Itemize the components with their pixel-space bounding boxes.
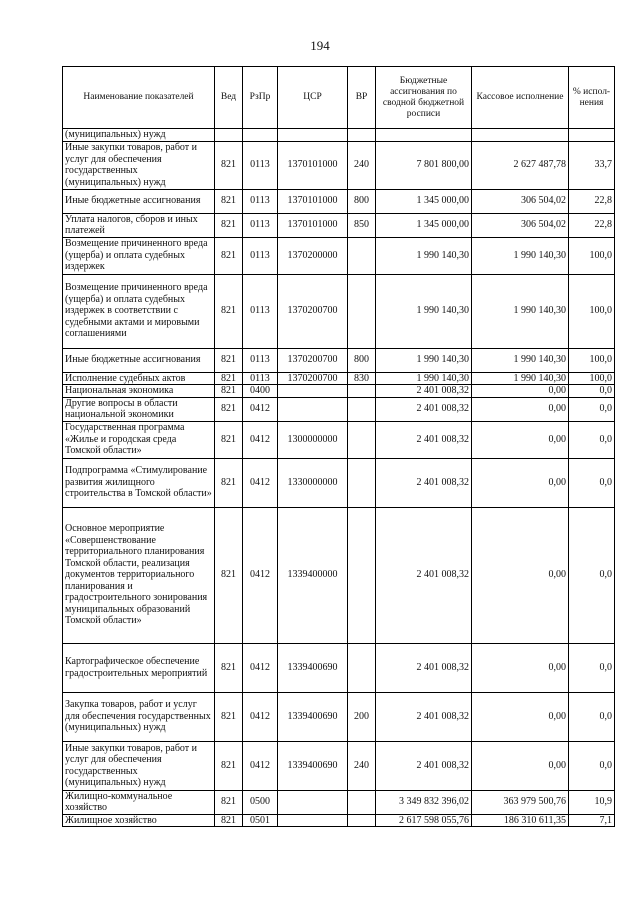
cell-csr: 1370200000 <box>278 237 348 274</box>
cell-cash <box>472 129 569 142</box>
cell-pct: 0,0 <box>569 643 615 692</box>
cell-cash: 2 627 487,78 <box>472 141 569 189</box>
cell-rzpr: 0412 <box>243 643 278 692</box>
table-row <box>63 237 615 274</box>
header-ved: Вед <box>215 67 243 129</box>
cell-name: Закупка товаров, работ и услуг для обеспечения государственных (муниципальных) нужд <box>63 692 215 741</box>
cell-pct: 0,0 <box>569 421 615 458</box>
cell-pct: 0,0 <box>569 507 615 643</box>
cell-vr <box>348 129 376 142</box>
cell-ved: 821 <box>215 189 243 213</box>
cell-assign <box>376 129 472 142</box>
cell-assign: 2 617 598 055,76 <box>376 814 472 827</box>
cell-vr: 800 <box>348 189 376 213</box>
cell-name: Возмещение причиненного вреда (ущерба) и оплата судебных издержек в соответствии с судебными актами и мировыми соглашениями <box>63 274 215 348</box>
page-number: 194 <box>310 38 330 53</box>
cell-name: Иные бюджетные ассигнования <box>63 348 215 372</box>
cell-assign: 2 401 008,32 <box>376 397 472 421</box>
header-csr: ЦСР <box>278 67 348 129</box>
cell-assign: 1 345 000,00 <box>376 213 472 237</box>
cell-vr: 830 <box>348 372 376 385</box>
cell-ved: 821 <box>215 372 243 385</box>
cell-csr: 1300000000 <box>278 421 348 458</box>
cell-vr <box>348 507 376 643</box>
cell-ved: 821 <box>215 790 243 814</box>
table-row <box>63 507 615 643</box>
cell-pct: 33,7 <box>569 141 615 189</box>
cell-name: Исполнение судебных актов <box>63 372 215 385</box>
cell-rzpr: 0501 <box>243 814 278 827</box>
cell-pct: 22,8 <box>569 213 615 237</box>
cell-ved: 821 <box>215 274 243 348</box>
cell-csr <box>278 129 348 142</box>
cell-vr <box>348 274 376 348</box>
cell-cash: 0,00 <box>472 458 569 507</box>
cell-csr: 1370200700 <box>278 372 348 385</box>
cell-assign: 2 401 008,32 <box>376 507 472 643</box>
cell-assign: 2 401 008,32 <box>376 692 472 741</box>
cell-assign: 1 345 000,00 <box>376 189 472 213</box>
cell-pct: 100,0 <box>569 372 615 385</box>
cell-name: Уплата налогов, сборов и иных платежей <box>63 213 215 237</box>
cell-name: Возмещение причиненного вреда (ущерба) и оплата судебных издержек <box>63 237 215 274</box>
cell-csr: 1370200700 <box>278 348 348 372</box>
cell-rzpr: 0412 <box>243 421 278 458</box>
table-row <box>63 385 615 398</box>
cell-cash: 0,00 <box>472 397 569 421</box>
cell-cash: 0,00 <box>472 507 569 643</box>
cell-vr: 800 <box>348 348 376 372</box>
header-rzpr: РзПр <box>243 67 278 129</box>
cell-ved: 821 <box>215 385 243 398</box>
cell-ved: 821 <box>215 141 243 189</box>
cell-vr <box>348 421 376 458</box>
cell-cash: 306 504,02 <box>472 189 569 213</box>
cell-csr: 1370101000 <box>278 141 348 189</box>
cell-cash: 0,00 <box>472 385 569 398</box>
cell-ved <box>215 129 243 142</box>
cell-name: Жилищно-коммунальное хозяйство <box>63 790 215 814</box>
cell-cash: 1 990 140,30 <box>472 237 569 274</box>
cell-pct: 0,0 <box>569 385 615 398</box>
cell-name: Национальная экономика <box>63 385 215 398</box>
cell-csr: 1339400690 <box>278 692 348 741</box>
cell-vr <box>348 237 376 274</box>
table-row <box>63 141 615 189</box>
cell-ved: 821 <box>215 397 243 421</box>
cell-csr: 1339400690 <box>278 741 348 790</box>
cell-assign: 7 801 800,00 <box>376 141 472 189</box>
cell-ved: 821 <box>215 741 243 790</box>
table-row <box>63 189 615 213</box>
cell-csr: 1370101000 <box>278 189 348 213</box>
cell-rzpr: 0412 <box>243 692 278 741</box>
cell-ved: 821 <box>215 213 243 237</box>
cell-ved: 821 <box>215 348 243 372</box>
table-row <box>63 643 615 692</box>
cell-csr <box>278 790 348 814</box>
cell-assign: 2 401 008,32 <box>376 643 472 692</box>
table-row <box>63 741 615 790</box>
cell-name: Основное мероприятие «Совершенствование территориального планирования Томской области, реализация документов территориального планирования и градостроительного зонирования муниципальных образований Томской области» <box>63 507 215 643</box>
cell-rzpr: 0412 <box>243 458 278 507</box>
cell-name: (муниципальных) нужд <box>63 129 215 142</box>
table-row <box>63 397 615 421</box>
cell-ved: 821 <box>215 692 243 741</box>
cell-pct: 0,0 <box>569 692 615 741</box>
cell-vr <box>348 814 376 827</box>
cell-pct: 100,0 <box>569 237 615 274</box>
cell-name: Жилищное хозяйство <box>63 814 215 827</box>
table-row <box>63 790 615 814</box>
cell-name: Иные закупки товаров, работ и услуг для обеспечения государственных (муниципальных) нужд <box>63 741 215 790</box>
cell-csr: 1330000000 <box>278 458 348 507</box>
cell-rzpr: 0113 <box>243 372 278 385</box>
table-header-row <box>63 67 615 129</box>
cell-rzpr: 0113 <box>243 141 278 189</box>
cell-name: Иные бюджетные ассигнования <box>63 189 215 213</box>
cell-cash: 1 990 140,30 <box>472 372 569 385</box>
cell-assign: 1 990 140,30 <box>376 348 472 372</box>
cell-cash: 1 990 140,30 <box>472 274 569 348</box>
table-row <box>63 274 615 348</box>
header-vr: ВР <box>348 67 376 129</box>
budget-table <box>62 66 615 827</box>
cell-pct: 0,0 <box>569 741 615 790</box>
cell-rzpr <box>243 129 278 142</box>
cell-vr <box>348 643 376 692</box>
cell-rzpr: 0113 <box>243 189 278 213</box>
cell-cash: 1 990 140,30 <box>472 348 569 372</box>
cell-name: Подпрограмма «Стимулирование развития жилищного строительства в Томской области» <box>63 458 215 507</box>
cell-rzpr: 0500 <box>243 790 278 814</box>
cell-ved: 821 <box>215 507 243 643</box>
cell-ved: 821 <box>215 421 243 458</box>
cell-name: Государственная программа «Жилье и городская среда Томской области» <box>63 421 215 458</box>
cell-vr <box>348 790 376 814</box>
cell-cash: 0,00 <box>472 643 569 692</box>
table-row <box>63 372 615 385</box>
cell-ved: 821 <box>215 458 243 507</box>
cell-assign: 2 401 008,32 <box>376 458 472 507</box>
cell-name: Иные закупки товаров, работ и услуг для обеспечения государственных (муниципальных) нужд <box>63 141 215 189</box>
cell-vr: 200 <box>348 692 376 741</box>
cell-assign: 1 990 140,30 <box>376 372 472 385</box>
table-row <box>63 458 615 507</box>
cell-assign: 1 990 140,30 <box>376 274 472 348</box>
cell-cash: 0,00 <box>472 692 569 741</box>
cell-cash: 363 979 500,76 <box>472 790 569 814</box>
header-cash: Кассовое исполнение <box>472 67 569 129</box>
cell-vr: 240 <box>348 741 376 790</box>
cell-cash: 0,00 <box>472 421 569 458</box>
header-pct: % испол-нения <box>569 67 615 129</box>
cell-cash: 306 504,02 <box>472 213 569 237</box>
cell-rzpr: 0412 <box>243 741 278 790</box>
cell-pct: 100,0 <box>569 348 615 372</box>
cell-name: Другие вопросы в области национальной экономики <box>63 397 215 421</box>
header-assign: Бюджетные ассигнования по сводной бюджетной росписи <box>376 67 472 129</box>
table-row <box>63 814 615 827</box>
cell-vr <box>348 458 376 507</box>
cell-cash: 186 310 611,35 <box>472 814 569 827</box>
cell-pct: 100,0 <box>569 274 615 348</box>
table-row <box>63 348 615 372</box>
cell-pct: 22,8 <box>569 189 615 213</box>
cell-pct <box>569 129 615 142</box>
cell-csr <box>278 814 348 827</box>
cell-csr: 1339400690 <box>278 643 348 692</box>
cell-pct: 7,1 <box>569 814 615 827</box>
cell-vr <box>348 385 376 398</box>
cell-pct: 10,9 <box>569 790 615 814</box>
cell-ved: 821 <box>215 814 243 827</box>
cell-rzpr: 0113 <box>243 237 278 274</box>
cell-csr: 1370200700 <box>278 274 348 348</box>
cell-vr <box>348 397 376 421</box>
cell-rzpr: 0113 <box>243 348 278 372</box>
cell-assign: 2 401 008,32 <box>376 421 472 458</box>
cell-vr: 240 <box>348 141 376 189</box>
table-row <box>63 213 615 237</box>
cell-rzpr: 0113 <box>243 274 278 348</box>
cell-assign: 3 349 832 396,02 <box>376 790 472 814</box>
cell-assign: 2 401 008,32 <box>376 385 472 398</box>
cell-rzpr: 0412 <box>243 507 278 643</box>
cell-ved: 821 <box>215 237 243 274</box>
cell-csr: 1370101000 <box>278 213 348 237</box>
cell-csr <box>278 385 348 398</box>
cell-pct: 0,0 <box>569 397 615 421</box>
cell-pct: 0,0 <box>569 458 615 507</box>
table-row <box>63 692 615 741</box>
cell-rzpr: 0400 <box>243 385 278 398</box>
cell-csr <box>278 397 348 421</box>
cell-vr: 850 <box>348 213 376 237</box>
cell-rzpr: 0412 <box>243 397 278 421</box>
cell-assign: 2 401 008,32 <box>376 741 472 790</box>
header-name: Наименование показателей <box>63 67 215 129</box>
cell-cash: 0,00 <box>472 741 569 790</box>
cell-rzpr: 0113 <box>243 213 278 237</box>
table-row <box>63 129 615 142</box>
cell-name: Картографическое обеспечение градостроительных мероприятий <box>63 643 215 692</box>
cell-ved: 821 <box>215 643 243 692</box>
table-row <box>63 421 615 458</box>
cell-csr: 1339400000 <box>278 507 348 643</box>
cell-assign: 1 990 140,30 <box>376 237 472 274</box>
